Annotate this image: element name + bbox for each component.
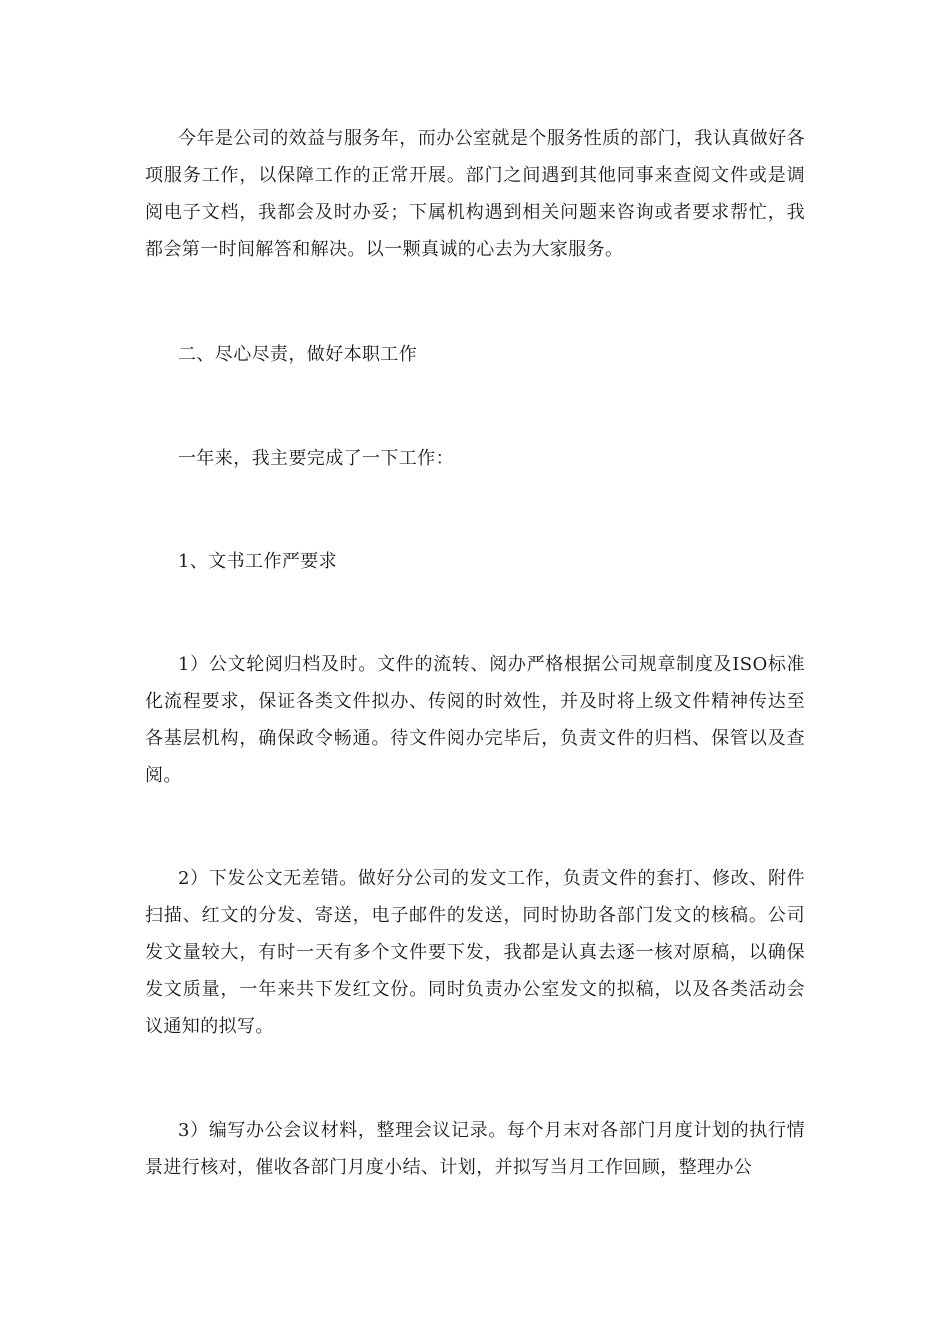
paragraph-item-1: 1）公文轮阅归档及时。文件的流转、阅办严格根据公司规章制度及ISO标准化流程要求，保证各类文件拟办、传阅的时效性，并及时将上级文件精神传达至各基层机构，确保政令畅通。待文件阅办完毕后，负责文件的归档、保管以及查阅。 [145,654,805,786]
paragraph-item-3: 3）编写办公会议材料，整理会议记录。每个月末对各部门月度计划的执行情景进行核对，催收各部门月度小结、计划，并拟写当月工作回顾，整理办公 [145,1120,805,1178]
paragraph-item-2: 2）下发公文无差错。做好分公司的发文工作，负责文件的套打、修改、附件扫描、红文的分发、寄送，电子邮件的发送，同时协助各部门发文的核稿。公司发文量较大，有时一天有多个文件要下发，我都是认真去逐一核对原稿，以确保发文质量，一年来共下发红文份。同时负责办公室发文的拟稿，以及各类活动会议通知的拟写。 [145,868,805,1037]
paragraph-intro-work: 一年来，我主要完成了一下工作： [178,448,454,469]
paragraph-service-work: 今年是公司的效益与服务年，而办公室就是个服务性质的部门，我认真做好各项服务工作，以保障工作的正常开展。部门之间遇到其他同事来查阅文件或是调阅电子文档，我都会及时办妥；下属机构遇到相关问题来咨询或者要求帮忙，我都会第一时间解答和解决。以一颗真诚的心去为大家服务。 [145,128,805,260]
section-heading-duties: 二、尽心尽责，做好本职工作 [178,344,418,365]
subheading-clerical-work: 1、文书工作严要求 [178,551,338,572]
